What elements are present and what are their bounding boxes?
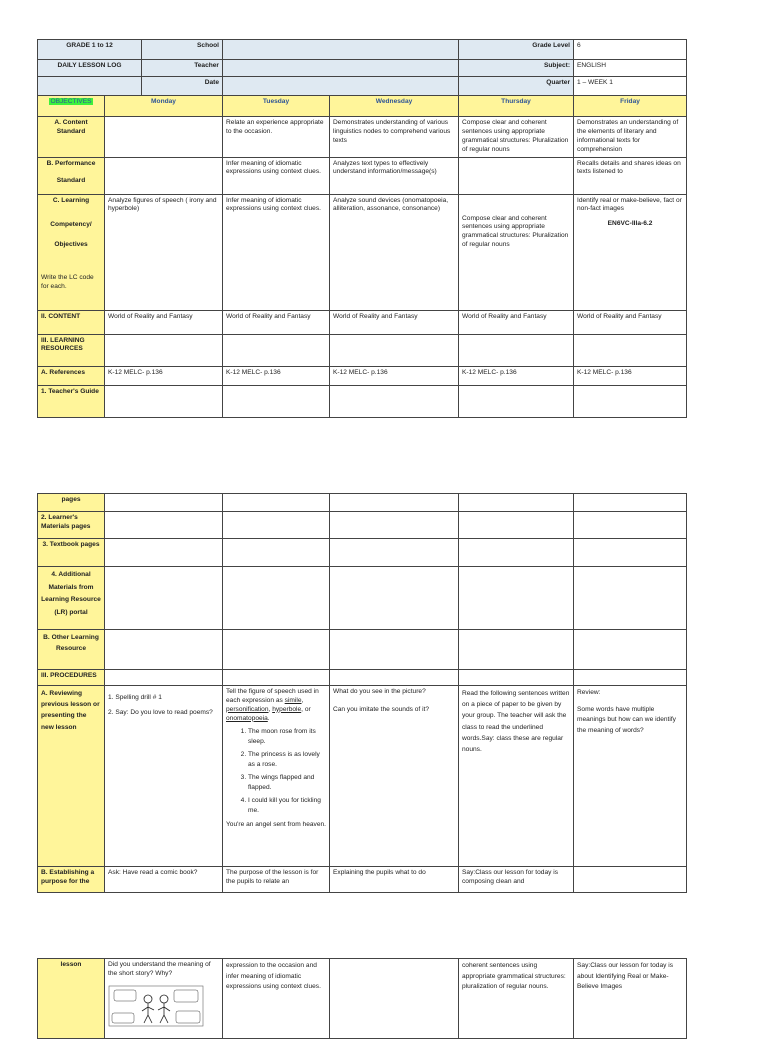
- list-item: 3. The wings flapped and flapped.: [248, 773, 326, 794]
- establishing-label-cont: lesson: [38, 959, 105, 1039]
- establishing-tue-cont[interactable]: expression to the occasion and infer meaning of idiomatic expressions using context clues.: [223, 959, 330, 1039]
- lesson-log-table-3: [37, 958, 687, 1039]
- performance-standard-label: B. Performance Standard: [38, 157, 105, 194]
- reviewing-tue[interactable]: Tell the figure of speech used in each expression as simile, personification, hyperbole, or onomatopoeia. 1. The moon rose from its sleep. 2. The princess is as lovely as a rose. 3. The wings flapped and flapped. 4. I could kill you for tickling me. You're an angel sent from heaven.: [223, 686, 330, 867]
- establishing-row-cont: [38, 959, 687, 1039]
- teachers-guide-label: 1. Teacher's Guide: [38, 385, 105, 417]
- reviewing-label: A. Reviewing previous lesson or presenting the new lesson: [38, 686, 105, 867]
- content-standard-label: A. Content Standard: [38, 117, 105, 158]
- content-thu[interactable]: World of Reality and Fantasy: [459, 310, 574, 334]
- lesson-log-table-2: [37, 493, 687, 893]
- references-thu[interactable]: K-12 MELC- p.136: [459, 366, 574, 385]
- figure-of-speech-list: [226, 727, 326, 817]
- grade-range: GRADE 1 to 12: [38, 40, 142, 60]
- performance-standard-wed[interactable]: Analyzes text types to effectively understand information/message(s): [330, 157, 459, 194]
- day-thursday: Thursday: [459, 96, 574, 117]
- reviewing-row: [38, 686, 687, 867]
- learning-competency-fri[interactable]: Identify real or make-believe, fact or non-fact images EN6VC-IIIa-6.2: [574, 194, 687, 310]
- learning-resources-label: III. LEARNING RESOURCES: [38, 334, 105, 366]
- performance-standard-tue[interactable]: Infer meaning of idiomatic expressions using context clues.: [223, 157, 330, 194]
- references-wed[interactable]: K-12 MELC- p.136: [330, 366, 459, 385]
- performance-standard-row: [38, 157, 687, 194]
- establishing-wed[interactable]: Explaining the pupils what to do: [330, 867, 459, 893]
- procedures-label: III. PROCEDURES: [38, 670, 105, 686]
- day-friday: Friday: [574, 96, 687, 117]
- establishing-label: B. Establishing a purpose for the: [38, 867, 105, 893]
- date-label: Date: [142, 77, 223, 96]
- quarter-label: Quarter: [459, 77, 574, 96]
- grade-level-label: Grade Level: [459, 40, 574, 60]
- references-tue[interactable]: K-12 MELC- p.136: [223, 366, 330, 385]
- header-row-school: [38, 40, 687, 60]
- establishing-thu-cont[interactable]: coherent sentences using appropriate grammatical structures: pluralization of regular nouns.: [459, 959, 574, 1039]
- day-monday: Monday: [105, 96, 223, 117]
- content-standard-row: [38, 117, 687, 158]
- references-fri[interactable]: K-12 MELC- p.136: [574, 366, 687, 385]
- reviewing-wed[interactable]: What do you see in the picture? Can you imitate the sounds of it?: [330, 686, 459, 867]
- content-standard-wed[interactable]: Demonstrates understanding of various linguistics nodes to comprehend various texts: [330, 117, 459, 158]
- pages-row: [38, 494, 687, 512]
- learners-materials-row: [38, 512, 687, 539]
- learning-competency-label: C. Learning Competency/ Objectives Write the LC code for each.: [38, 194, 105, 310]
- teacher-value[interactable]: [223, 60, 459, 77]
- day-tuesday: Tuesday: [223, 96, 330, 117]
- comic-strip-icon: [108, 985, 204, 1027]
- content-row: [38, 310, 687, 334]
- content-standard-fri[interactable]: Demonstrates an understanding of the elements of literary and informational texts for comprehension: [574, 117, 687, 158]
- establishing-mon-cont[interactable]: Did you understand the meaning of the short story? Why?: [105, 959, 223, 1039]
- content-mon[interactable]: World of Reality and Fantasy: [105, 310, 223, 334]
- school-value[interactable]: [223, 40, 459, 60]
- establishing-tue[interactable]: The purpose of the lesson is for the pupils to relate an: [223, 867, 330, 893]
- list-item: 4. I could kill you for tickling me.: [248, 796, 326, 817]
- learners-materials-label: 2. Learner's Materials pages: [38, 512, 105, 539]
- reviewing-thu[interactable]: Read the following sentences written on a piece of paper to be given by your group. The teacher will ask the class to read the underlined words.Say: class these are regular nouns.: [459, 686, 574, 867]
- learning-resources-row: [38, 334, 687, 366]
- establishing-row: [38, 867, 687, 893]
- days-row: [38, 96, 687, 117]
- school-label: School: [142, 40, 223, 60]
- references-label: A. References: [38, 366, 105, 385]
- establishing-mon[interactable]: Ask: Have read a comic book?: [105, 867, 223, 893]
- teachers-guide-row: [38, 385, 687, 417]
- establishing-thu[interactable]: Say:Class our lesson for today is composing clean and: [459, 867, 574, 893]
- learning-competency-thu[interactable]: Compose clear and coherent sentences using appropriate grammatical structures: Pluralization of regular nouns: [459, 194, 574, 310]
- content-standard-tue[interactable]: Relate an experience appropriate to the occasion.: [223, 117, 330, 158]
- reviewing-mon[interactable]: 1. Spelling drill # 1 2. Say: Do you love to read poems?: [105, 686, 223, 867]
- learning-competency-tue[interactable]: Infer meaning of idiomatic expressions using context clues.: [223, 194, 330, 310]
- lesson-log-table-1: [37, 39, 687, 418]
- reviewing-fri[interactable]: Review: Some words have multiple meanings but how can we identify the meaning of words?: [574, 686, 687, 867]
- day-wednesday: Wednesday: [330, 96, 459, 117]
- content-wed[interactable]: World of Reality and Fantasy: [330, 310, 459, 334]
- lc-code-note: Write the LC code for each.: [41, 274, 94, 291]
- content-standard-thu[interactable]: Compose clear and coherent sentences using appropriate grammatical structures: Pluralization of regular nouns: [459, 117, 574, 158]
- lc-code: EN6VC-IIIa-6.2: [607, 220, 653, 228]
- learning-competency-wed[interactable]: Analyze sound devices (onomatopoeia, alliteration, assonance, consonance): [330, 194, 459, 310]
- teacher-label: Teacher: [142, 60, 223, 77]
- learning-competency-mon[interactable]: Analyze figures of speech ( irony and hyperbole): [105, 194, 223, 310]
- textbook-label: 3. Textbook pages: [38, 539, 105, 567]
- list-item: 1. The moon rose from its sleep.: [248, 727, 326, 748]
- references-row: [38, 366, 687, 385]
- content-tue[interactable]: World of Reality and Fantasy: [223, 310, 330, 334]
- additional-materials-label: 4. Additional Materials from Learning Resource (LR) portal: [38, 567, 105, 630]
- header-row-date: [38, 77, 687, 96]
- procedures-row: [38, 670, 687, 686]
- quarter-value[interactable]: 1 – WEEK 1: [574, 77, 687, 96]
- objectives-heading: OBJECTIVES: [38, 96, 105, 117]
- references-mon[interactable]: K-12 MELC- p.136: [105, 366, 223, 385]
- performance-standard-fri[interactable]: Recalls details and shares ideas on texts listened to: [574, 157, 687, 194]
- daily-lesson-log-title: DAILY LESSON LOG: [38, 60, 142, 77]
- content-label: II. CONTENT: [38, 310, 105, 334]
- date-value[interactable]: [223, 77, 459, 96]
- other-resources-row: [38, 630, 687, 670]
- subject-label: Subject:: [459, 60, 574, 77]
- subject-value[interactable]: ENGLISH: [574, 60, 687, 77]
- pages-label: pages: [38, 494, 105, 512]
- learning-competency-row: [38, 194, 687, 310]
- textbook-row: [38, 539, 687, 567]
- content-fri[interactable]: World of Reality and Fantasy: [574, 310, 687, 334]
- header-row-teacher: [38, 60, 687, 77]
- other-resources-label: B. Other Learning Resource: [38, 630, 105, 670]
- list-item: 2. The princess is as lovely as a rose.: [248, 750, 326, 771]
- additional-materials-row: [38, 567, 687, 630]
- establishing-fri-cont[interactable]: Say:Class our lesson for today is about Identifying Real or Make-Believe Images: [574, 959, 687, 1039]
- grade-level-value[interactable]: 6: [574, 40, 687, 60]
